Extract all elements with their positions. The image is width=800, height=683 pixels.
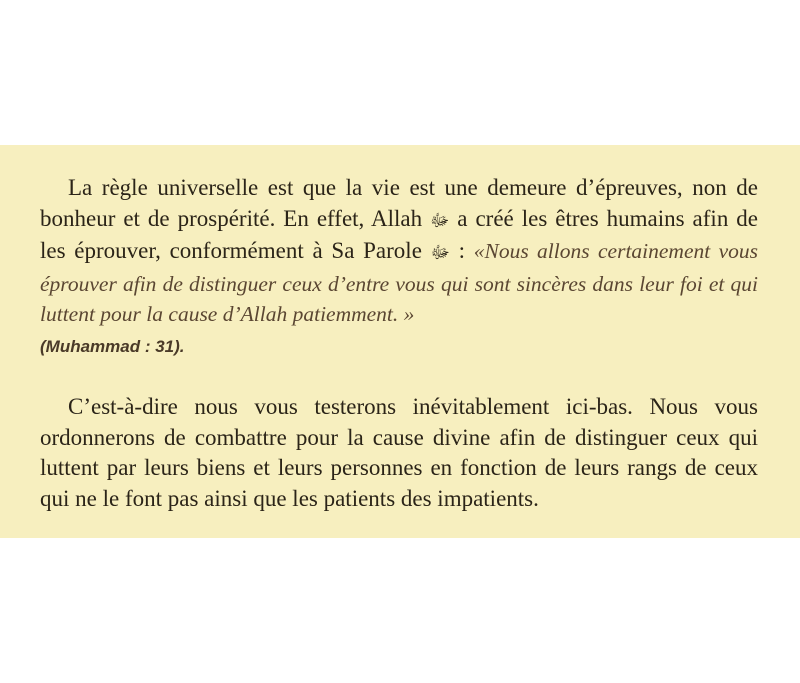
quran-quote: «Nous allons certainement vous éprouver afin de distinguer ceux d’entre vous qui sont sincères dans leur foi et qui luttent pour la cause d’Allah patiemment. »	[40, 239, 758, 326]
honorific-glyph: ﷻ	[430, 210, 450, 231]
paragraph-1-text-b: a créé les êtres humains afin de les éprouver, conformément à Sa Parole	[40, 205, 759, 263]
paragraph-1	[40, 173, 758, 362]
quote-reference: (Muhammad : 31).	[40, 336, 185, 356]
text-panel	[0, 145, 800, 538]
honorific-glyph-2: ﷻ	[430, 243, 450, 263]
paragraph-2	[40, 392, 758, 514]
paragraph-1-text-a: La règle universelle est que la vie est une demeure d’épreuves, non de bonheur et de prospérité. En effet, Allah	[40, 175, 758, 231]
paragraph-1-text-c: :	[449, 238, 474, 263]
paragraph-2-text: C’est-à-dire nous vous testerons inévitablement ici-bas. Nous vous ordonnerons de combattre pour la cause divine afin de distinguer ceux qui luttent par leurs biens et leurs personnes en fonction de leurs rangs de ceux qui ne le font pas ainsi que les patients des impatients.	[40, 394, 758, 511]
